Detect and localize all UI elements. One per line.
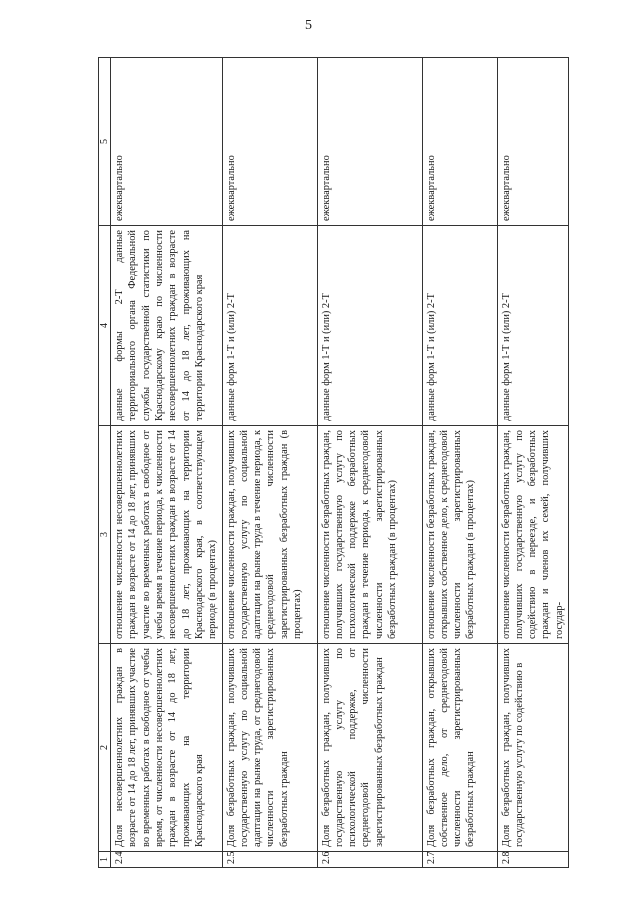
table-row xyxy=(222,58,317,868)
table-row xyxy=(111,58,223,868)
frequency: ежеквартально xyxy=(422,58,497,226)
calculation-method: отношение численности безработных граждан, получивших государственную услугу по содействию в переезде, и безработных граждан и членов их семей, получивших государ- xyxy=(497,426,569,644)
row-number: 2.5 xyxy=(222,852,317,868)
frequency: ежеквартально xyxy=(497,58,569,226)
indicator-name: Доля безработных граждан, получивших государственную услугу по социальной адаптации на рынке труда, от среднегодовой численности зарегистрированных безработных граждан xyxy=(222,644,317,852)
row-number: 2.6 xyxy=(317,852,422,868)
calculation-method: отношение численности граждан, получивших государственную услугу по социальной адаптации на рынке труда в течение периода, к среднегодовой численности зарегистрированных безработных граждан (в процентах) xyxy=(222,426,317,644)
column-header: 2 xyxy=(99,644,111,852)
data-source: данные форм 1-Т и (или) 2-Т xyxy=(422,226,497,426)
calculation-method: отношение численности безработных граждан, получивших государственную услугу по психологической поддержке безработных граждан в течение периода, к среднегодовой численности зарегистрированных безработных граждан (в процентах) xyxy=(317,426,422,644)
data-source: данные форм 1-Т и (или) 2-Т xyxy=(222,226,317,426)
indicator-name: Доля безработных граждан, получивших государственную услугу по содействию в xyxy=(497,644,569,852)
column-header: 4 xyxy=(99,226,111,426)
calculation-method: отношение численности несовершеннолетних граждан в возрасте от 14 до 18 лет, принявших участие во временных работах в свободное от учебы время в течение периода, к численности несовершеннолетних граждан в возрасте от 14 до 18 лет, проживающих на территории Краснодарского края, в соответствующем периоде (в процентах) xyxy=(111,426,223,644)
calculation-method: отношение численности безработных граждан, открывших собственное дело, к среднегодовой численности зарегистрированных безработных граждан (в процентах) xyxy=(422,426,497,644)
indicator-name: Доля безработных граждан, получивших государственную услугу по психологической поддержке, от среднегодовой численности зарегистрированных безработных граждан xyxy=(317,644,422,852)
header-row xyxy=(99,58,111,868)
indicators-table xyxy=(98,57,569,868)
indicator-name: Доля несовершеннолетних граждан в возрасте от 14 до 18 лет, принявших участие во временных работах в свободное от учебы время, от численности несовершеннолетних граждан в возрасте от 14 до 18 лет, проживающих на территории Краснодарского края xyxy=(111,644,223,852)
indicator-name: Доля безработных граждан, открывших собственное дело, от среднегодовой численности зарегистрированных безработных граждан xyxy=(422,644,497,852)
data-source: данные формы 2-Т данные территориального органа Федеральной службы государственной статистики по Краснодарскому краю по численности несовершеннолетних граждан в возрасте от 14 до 18 лет, проживающих на территории Краснодарского края xyxy=(111,226,223,426)
rotated-table-wrapper xyxy=(98,58,603,868)
frequency: ежеквартально xyxy=(111,58,223,226)
data-source: данные форм 1-Т и (или) 2-Т xyxy=(497,226,569,426)
table-row xyxy=(497,58,569,868)
table-row xyxy=(422,58,497,868)
row-number: 2.4 xyxy=(111,852,223,868)
column-header: 5 xyxy=(99,58,111,226)
column-header: 1 xyxy=(99,852,111,868)
page-number: 5 xyxy=(305,18,312,33)
row-number: 2.7 xyxy=(422,852,497,868)
data-source: данные форм 1-Т и (или) 2-Т xyxy=(317,226,422,426)
frequency: ежеквартально xyxy=(317,58,422,226)
table-row xyxy=(317,58,422,868)
frequency: ежеквартально xyxy=(222,58,317,226)
column-header: 3 xyxy=(99,426,111,644)
row-number: 2.8 xyxy=(497,852,569,868)
